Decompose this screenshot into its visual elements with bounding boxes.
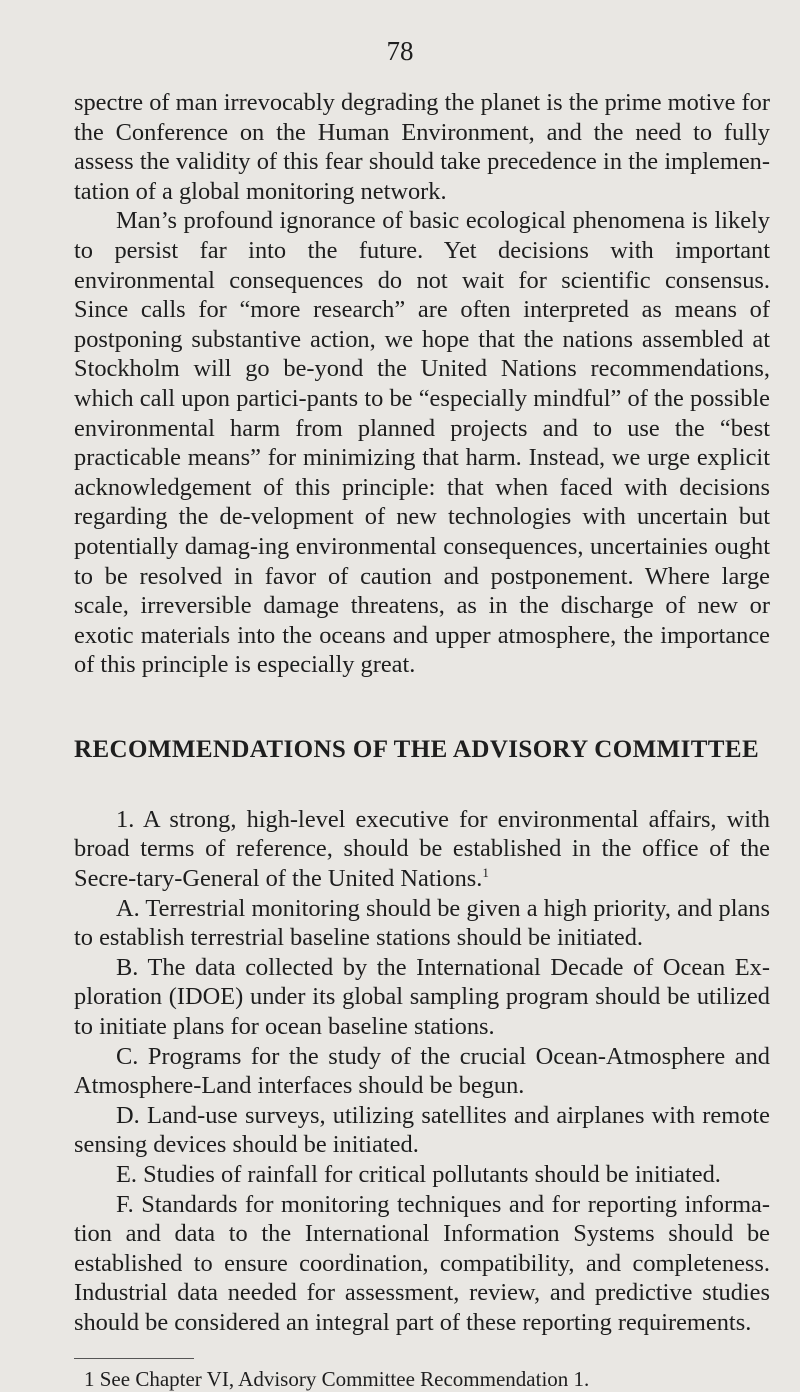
footnote-divider (74, 1358, 194, 1359)
recommendation-1-text: 1. A strong, high-level executive for environmental affairs, with broad terms of reference, should be established in the office of the Secre-tary-General of the United Nations. (74, 805, 770, 893)
section-heading: RECOMMENDATIONS OF THE ADVISORY COMMITTEE (74, 735, 760, 763)
footnote: 1 See Chapter VI, Advisory Committee Recommendation 1. (84, 1366, 590, 1391)
recommendation-item-b: B. The data collected by the International Decade of Ocean Ex-ploration (IDOE) under its global sampling program should be utilized to initiate plans for ocean baseline stations. (74, 953, 770, 1041)
footnote-marker: 1 (482, 864, 489, 880)
recommendation-item-d: D. Land-use surveys, utilizing satellites and airplanes with remote sensing devices should be initiated. (74, 1101, 770, 1159)
page-number: 78 (386, 36, 414, 66)
paragraph-ignorance: Man’s profound ignorance of basic ecological phenomena is likely to persist far into the future. Yet decisions with important environmental consequences do not wait for scientific consensus. Since calls for “more research” are often interpreted as means of postponing substantive action, we hope that the nations assembled at Stockholm will go be-yond the United Nations recommendations, which call upon partici-pants to be “especially mindful” of the possible environmental harm from planned projects and to use the “best practicable means” for minimizing that harm. Instead, we urge explicit acknowledgement of this principle: that when faced with decisions regarding the de-velopment of new technologies with uncertain but potentially damag-ing environmental consequences, uncertainies ought to be resolved in favor of caution and postponement. Where large scale, irreversible damage threatens, as in the discharge of new or exotic materials into the oceans and upper atmosphere, the importance of this principle is especially great. (74, 207, 770, 679)
recommendation-1 (74, 805, 770, 894)
recommendation-item-a: A. Terrestrial monitoring should be given a high priority, and plans to establish terrestrial baseline stations should be initiated. (74, 894, 770, 952)
recommendation-item-e: E. Studies of rainfall for critical pollutants should be initiated. (116, 1161, 721, 1188)
recommendation-item-f: F. Standards for monitoring techniques and for reporting informa-tion and data to the International Information Systems should be established to ensure coordination, compatibility, and completeness. Industrial data needed for assessment, review, and predictive studies should be considered an integral part of these reporting requirements. (74, 1190, 770, 1336)
paragraph-continuation: spectre of man irrevocably degrading the planet is the prime motive for the Conference on the Human Environment, and the need to fully assess the validity of this fear should take precedence in the implemen-tation of a global monitoring network. (74, 89, 770, 205)
recommendation-item-c: C. Programs for the study of the crucial Ocean-Atmosphere and Atmosphere-Land interfaces should be begun. (74, 1042, 770, 1100)
